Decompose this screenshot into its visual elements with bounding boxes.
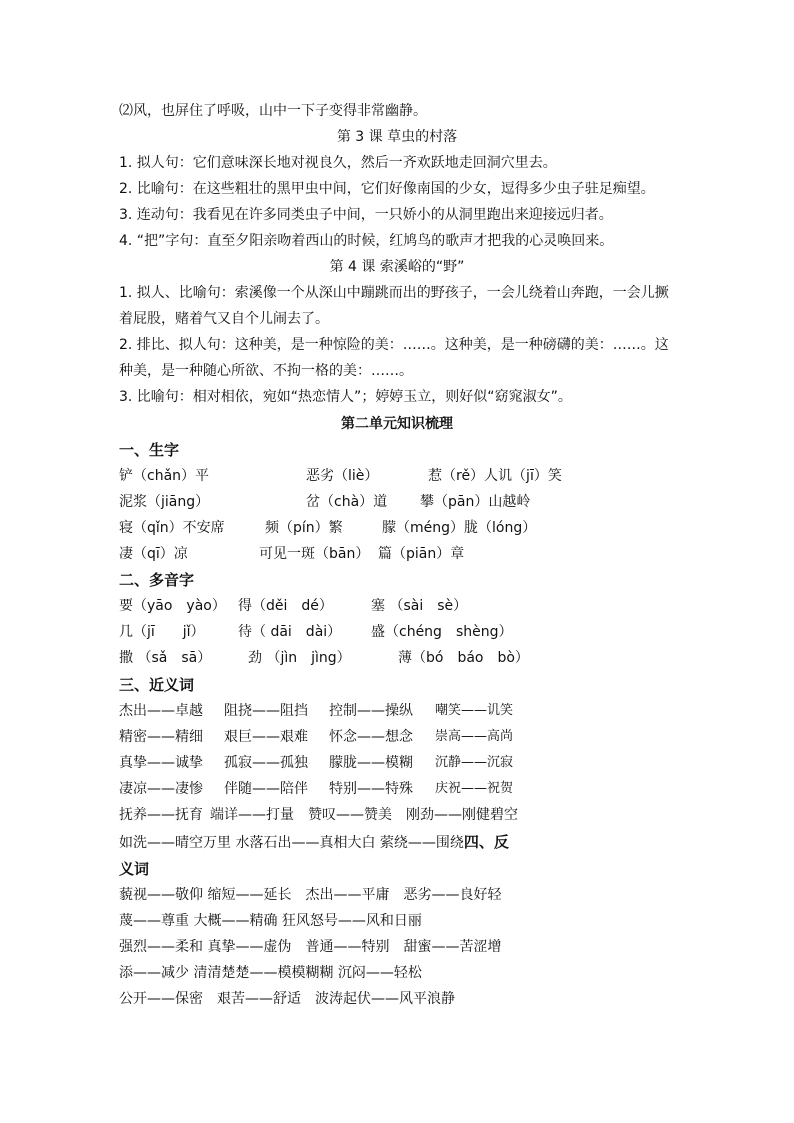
duoyin-r3-c2: 劲 （jìn jìng）	[248, 650, 351, 666]
jinyi-r3-c4: 沉静——沉寂	[435, 755, 514, 770]
shengzi-r1-c1: 铲（chǎn）平	[119, 468, 210, 484]
shengzi-r4-c1: 凄（qī）凉	[119, 546, 188, 562]
jinyi-r2-c3: 怀念——想念	[329, 729, 413, 745]
jinyi-last-line	[119, 833, 509, 852]
jinyi-last-text: 如洗——晴空万里 水落石出——真相大白 萦绕——围绕	[119, 835, 464, 851]
lesson3-title: 第 3 课 草虫的村落	[336, 129, 458, 145]
lesson4-item-2a: 2. 排比、拟人句：这种美，是一种惊险的美：……。这种美，是一种磅礴的美：……。这	[119, 337, 669, 353]
lesson4-item-1a: 1. 拟人、比喻句：索溪像一个从深山中蹦跳而出的野孩子，一会儿绕着山奔跑，一会儿撅	[119, 285, 669, 301]
jinyi-r2-c2: 艰巨——艰难	[224, 729, 308, 745]
duoyin-r2-c1: 几（jī jǐ）	[119, 624, 205, 640]
fanyi-line-3: 强烈——柔和 真挚——虚伪 普通——特别 甜蜜——苦涩增	[119, 939, 502, 955]
lesson3-item-3: 3. 连动句：我看见在许多同类虫子中间，一只娇小的从洞里跑出来迎接远归者。	[119, 207, 613, 223]
jinyi-r4-c4: 庆祝——祝贺	[435, 781, 514, 796]
jinyi-r2-c4: 崇高——高尚	[435, 729, 514, 744]
lesson4-item-3: 3. 比喻句：相对相依，宛如“热恋情人”；婷婷玉立，则好似“窈窕淑女”。	[119, 389, 572, 405]
lesson4-item-1b: 着屁股，赌着气又自个儿闹去了。	[119, 311, 329, 327]
shengzi-r4-c3: 篇（piān）章	[378, 546, 465, 562]
lesson4-item-2b: 种美，是一种随心所欲、不拘一格的美：……。	[119, 363, 413, 379]
duoyin-r1-c3: 塞 （sài sè）	[371, 598, 468, 614]
fanyi-line-2: 蔑——尊重 大概——精确 狂风怒号——风和日丽	[119, 913, 422, 929]
lesson4-title: 第 4 课 索溪峪的“野”	[329, 259, 465, 275]
fanyi-line-5: 公开——保密 艰苦——舒适 波涛起伏——风平浪静	[119, 991, 455, 1007]
fanyi-line-1: 藐视——敬仰 缩短——延长 杰出——平庸 恶劣——良好轻	[119, 887, 502, 903]
duoyin-r1-c1: 要（yāo yào）	[119, 598, 226, 614]
jinyi-r3-c2: 孤寂——孤独	[224, 755, 308, 771]
jinyi-r1-c4: 嘲笑——讥笑	[435, 703, 514, 718]
shengzi-r1-c3: 惹（rě）人讥（jī）笑	[428, 468, 562, 484]
shengzi-r2-c2: 岔（chà）道	[306, 494, 388, 510]
shengzi-r1-c2: 恶劣（liè）	[306, 468, 379, 484]
jinyi-r4-c3: 特别——特殊	[329, 781, 413, 797]
shengzi-r3-c1: 寝（qǐn）不安席	[119, 520, 225, 536]
jinyi-r5-c3: 赞叹——赞美	[308, 807, 392, 823]
prev-line-2: ⑵风，也屏住了呼吸，山中一下子变得非常幽静。	[119, 103, 427, 119]
duoyin-r3-c3: 薄（bó báo bò）	[398, 650, 529, 666]
jinyi-r3-c1: 真挚——诚挚	[119, 755, 203, 771]
heading-duoyin: 二、多音字	[119, 571, 195, 589]
lesson3-item-1: 1. 拟人句：它们意味深长地对视良久，然后一齐欢跃地走回洞穴里去。	[119, 155, 557, 171]
jinyi-r4-c2: 伴随——陪伴	[224, 781, 308, 797]
jinyi-r5-c4: 刚劲——刚健碧空	[406, 807, 518, 823]
jinyi-r5-c1: 抚养——抚育	[119, 807, 203, 823]
unit2-title: 第二单元知识梳理	[341, 416, 453, 432]
jinyi-r4-c1: 凄凉——凄惨	[119, 781, 203, 797]
shengzi-r3-c2: 频（pín）繁	[265, 520, 343, 536]
fanyi-line-4: 添——减少 清清楚楚——模模糊糊 沉闷——轻松	[119, 965, 422, 981]
heading-shengzi: 一、生字	[119, 441, 180, 459]
shengzi-r2-c3: 攀（pān）山越岭	[420, 494, 531, 510]
jinyi-r1-c3: 控制——操纵	[329, 703, 413, 719]
lesson3-item-4: 4. “把”字句：直至夕阳亲吻着西山的时候，红鸠鸟的歌声才把我的心灵唤回来。	[119, 233, 614, 249]
duoyin-r2-c2: 待（ dāi dài）	[238, 624, 342, 640]
duoyin-r3-c1: 撒 （sǎ sā）	[119, 650, 212, 666]
jinyi-r1-c1: 杰出——卓越	[119, 703, 203, 719]
shengzi-r4-c2: 可见一斑（bān）	[259, 546, 370, 562]
jinyi-r5-c2: 端详——打量	[210, 807, 294, 823]
heading-jinyi: 三、近义词	[119, 676, 195, 694]
jinyi-r1-c2: 阻挠——阻挡	[224, 703, 308, 719]
jinyi-r3-c3: 朦胧——模糊	[329, 755, 413, 771]
heading-fanyi-part2: 义词	[119, 860, 150, 878]
duoyin-r1-c2: 得（děi dé）	[238, 598, 333, 614]
duoyin-r2-c3: 盛（chéng shèng）	[371, 624, 513, 640]
heading-fanyi-part1: 四、反	[463, 833, 509, 851]
shengzi-r2-c1: 泥浆（jiāng）	[119, 494, 210, 510]
jinyi-r2-c1: 精密——精细	[119, 729, 203, 745]
lesson3-item-2: 2. 比喻句：在这些粗壮的黑甲虫中间，它们好像南国的少女，逗得多少虫子驻足痴望。	[119, 181, 655, 197]
shengzi-r3-c3: 朦（méng）胧（lóng）	[382, 520, 537, 536]
